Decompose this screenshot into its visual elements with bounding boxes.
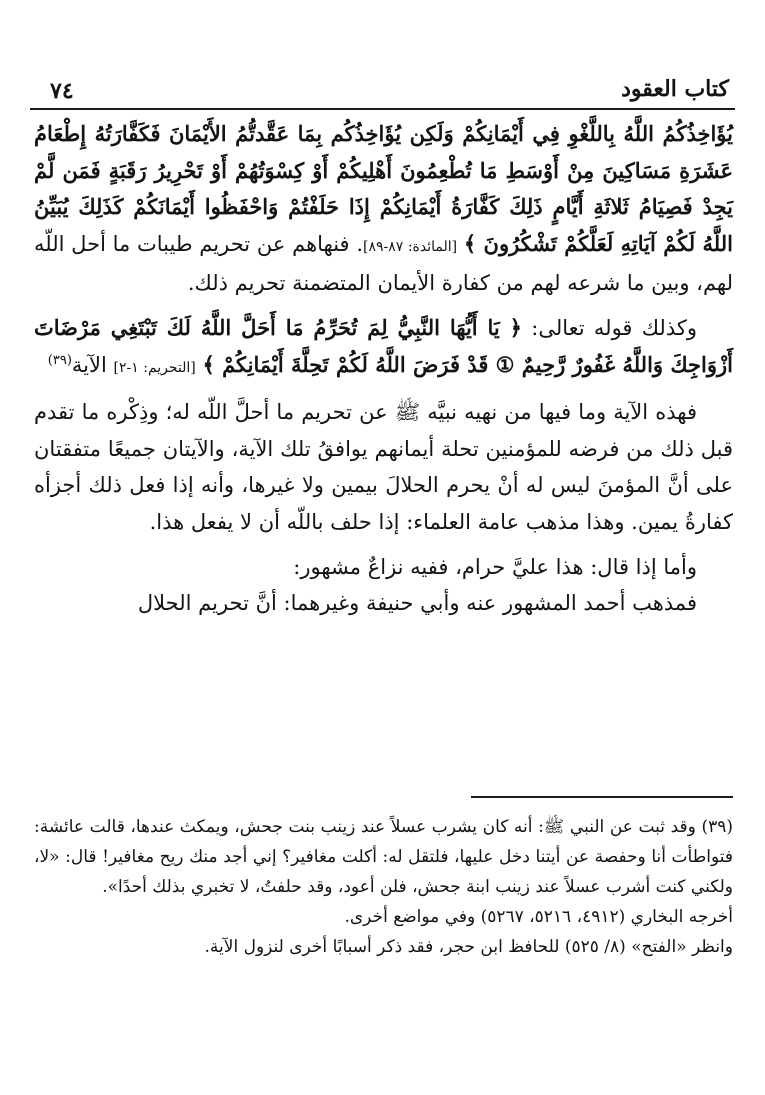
footnote-source: أخرجه البخاري (٤٩١٢، ٥٢١٦، ٥٢٦٧) وفي مواضع أخرى.: [344, 907, 733, 927]
page-number: ٧٤: [50, 78, 74, 104]
verse-tail: الآية: [71, 352, 107, 377]
running-head: كتاب العقود: [621, 76, 729, 102]
footnotes: [34, 812, 733, 962]
quran-verse-tahrim: ﴿ يَا أَيُّهَا النَّبِيُّ لِمَ تُحَرِّمُ مَا أَحَلَّ اللَّهُ لَكَ تَبْتَغِي مَرْضَاتَ أَزْوَاجِكَ وَاللَّهُ غَفُورٌ رَّحِيمٌ ① قَدْ فَرَضَ اللَّهُ لَكُمْ تَحِلَّةَ أَيْمَانِكُمْ ﴾: [34, 314, 733, 377]
footnote-reference: وانظر «الفتح» (٨/ ٥٢٥) للحافظ ابن حجر، فقد ذكر أسبابًا أخرى لنزول الآية.: [204, 937, 733, 957]
paragraph-verse-2: [34, 310, 733, 386]
footnote-divider: [471, 796, 733, 798]
page-header: [30, 72, 735, 110]
verse-intro: وكذلك قوله تعالى:: [531, 315, 697, 340]
quran-verse-maidah: يُؤَاخِذُكُمُ اللَّهُ بِاللَّغْوِ فِي أَيْمَانِكُمْ وَلَكِن يُؤَاخِذُكُم بِمَا عَقَّدتُّمُ الأَيْمَانَ فَكَفَّارَتُهُ إِطْعَامُ عَشَرَةِ مَسَاكِينَ مِنْ أَوْسَطِ مَا تُطْعِمُونَ أَهْلِيكُمْ أَوْ كِسْوَتُهُمْ أَوْ تَحْرِيرُ رَقَبَةٍ فَمَن لَّمْ يَجِدْ فَصِيَامُ ثَلاثَةِ أَيَّامٍ ذَلِكَ كَفَّارَةُ أَيْمَانِكُمْ إِذَا حَلَفْتُمْ وَاحْفَظُوا أَيْمَانَكُمْ كَذَلِكَ يُبَيِّنُ اللَّهُ لَكُمْ آيَاتِهِ لَعَلَّكُمْ تَشْكُرُونَ ﴾: [34, 121, 733, 256]
paragraph-text-1: . فنهاهم عن تحريم طيبات ما أحل اللّه لهم، وبين ما شرعه لهم من كفارة الأيمان المتضمنة تحريم ذلك.: [34, 231, 733, 296]
main-text: [34, 116, 733, 622]
verse-citation-tahrim: [التحريم: ١-٢]: [113, 359, 196, 376]
verse-citation-maidah: [المائدة: ٨٧-٨٩]: [363, 238, 458, 255]
paragraph-3: فهذه الآية وما فيها من نهيه نبيَّه ﷺ عن تحريم ما أحلَّ اللّه له؛ وذِكْره ما تقدم قبل ذلك من فرضه للمؤمنين تحلة أيمانهم يوافقُ تلك الآية، والآيتان جميعًا متفقتان على أنَّ المؤمنَ ليس له أنْ يحرم الحلالَ بيمين ولا غيرها، وأنه إذا فعل ذلك أجزأه كفارةُ يمين. وهذا مذهب عامة العلماء: إذا حلف باللّه أن لا يفعل هذا.: [34, 400, 733, 534]
paragraph-verse-1: [34, 116, 733, 302]
footnote-ref: (٣٩): [47, 352, 72, 368]
footnote-39: (٣٩) وقد ثبت عن النبي ﷺ: أنه كان يشرب عسلاً عند زينب بنت جحش، ويمكث عندها، قالت عائشة: فتواطأت أنا وحفصة عن أيتنا دخل عليها، فلتقل له: أكلت مغافير؟ إني أجد منك ريح مغافير! قال: «لا، ولكني كنت أشرب عسلاً عند زينب ابنة جحش، فلن أعود، وقد حلفتُ، لا تخبري بذلك أحدًا».: [34, 817, 733, 897]
paragraph-4: وأما إذا قال: هذا عليَّ حرام، ففيه نزاعٌ مشهور:: [293, 554, 697, 579]
paragraph-5: فمذهب أحمد المشهور عنه وأبي حنيفة وغيرهما: أنَّ تحريم الحلال: [137, 591, 697, 616]
